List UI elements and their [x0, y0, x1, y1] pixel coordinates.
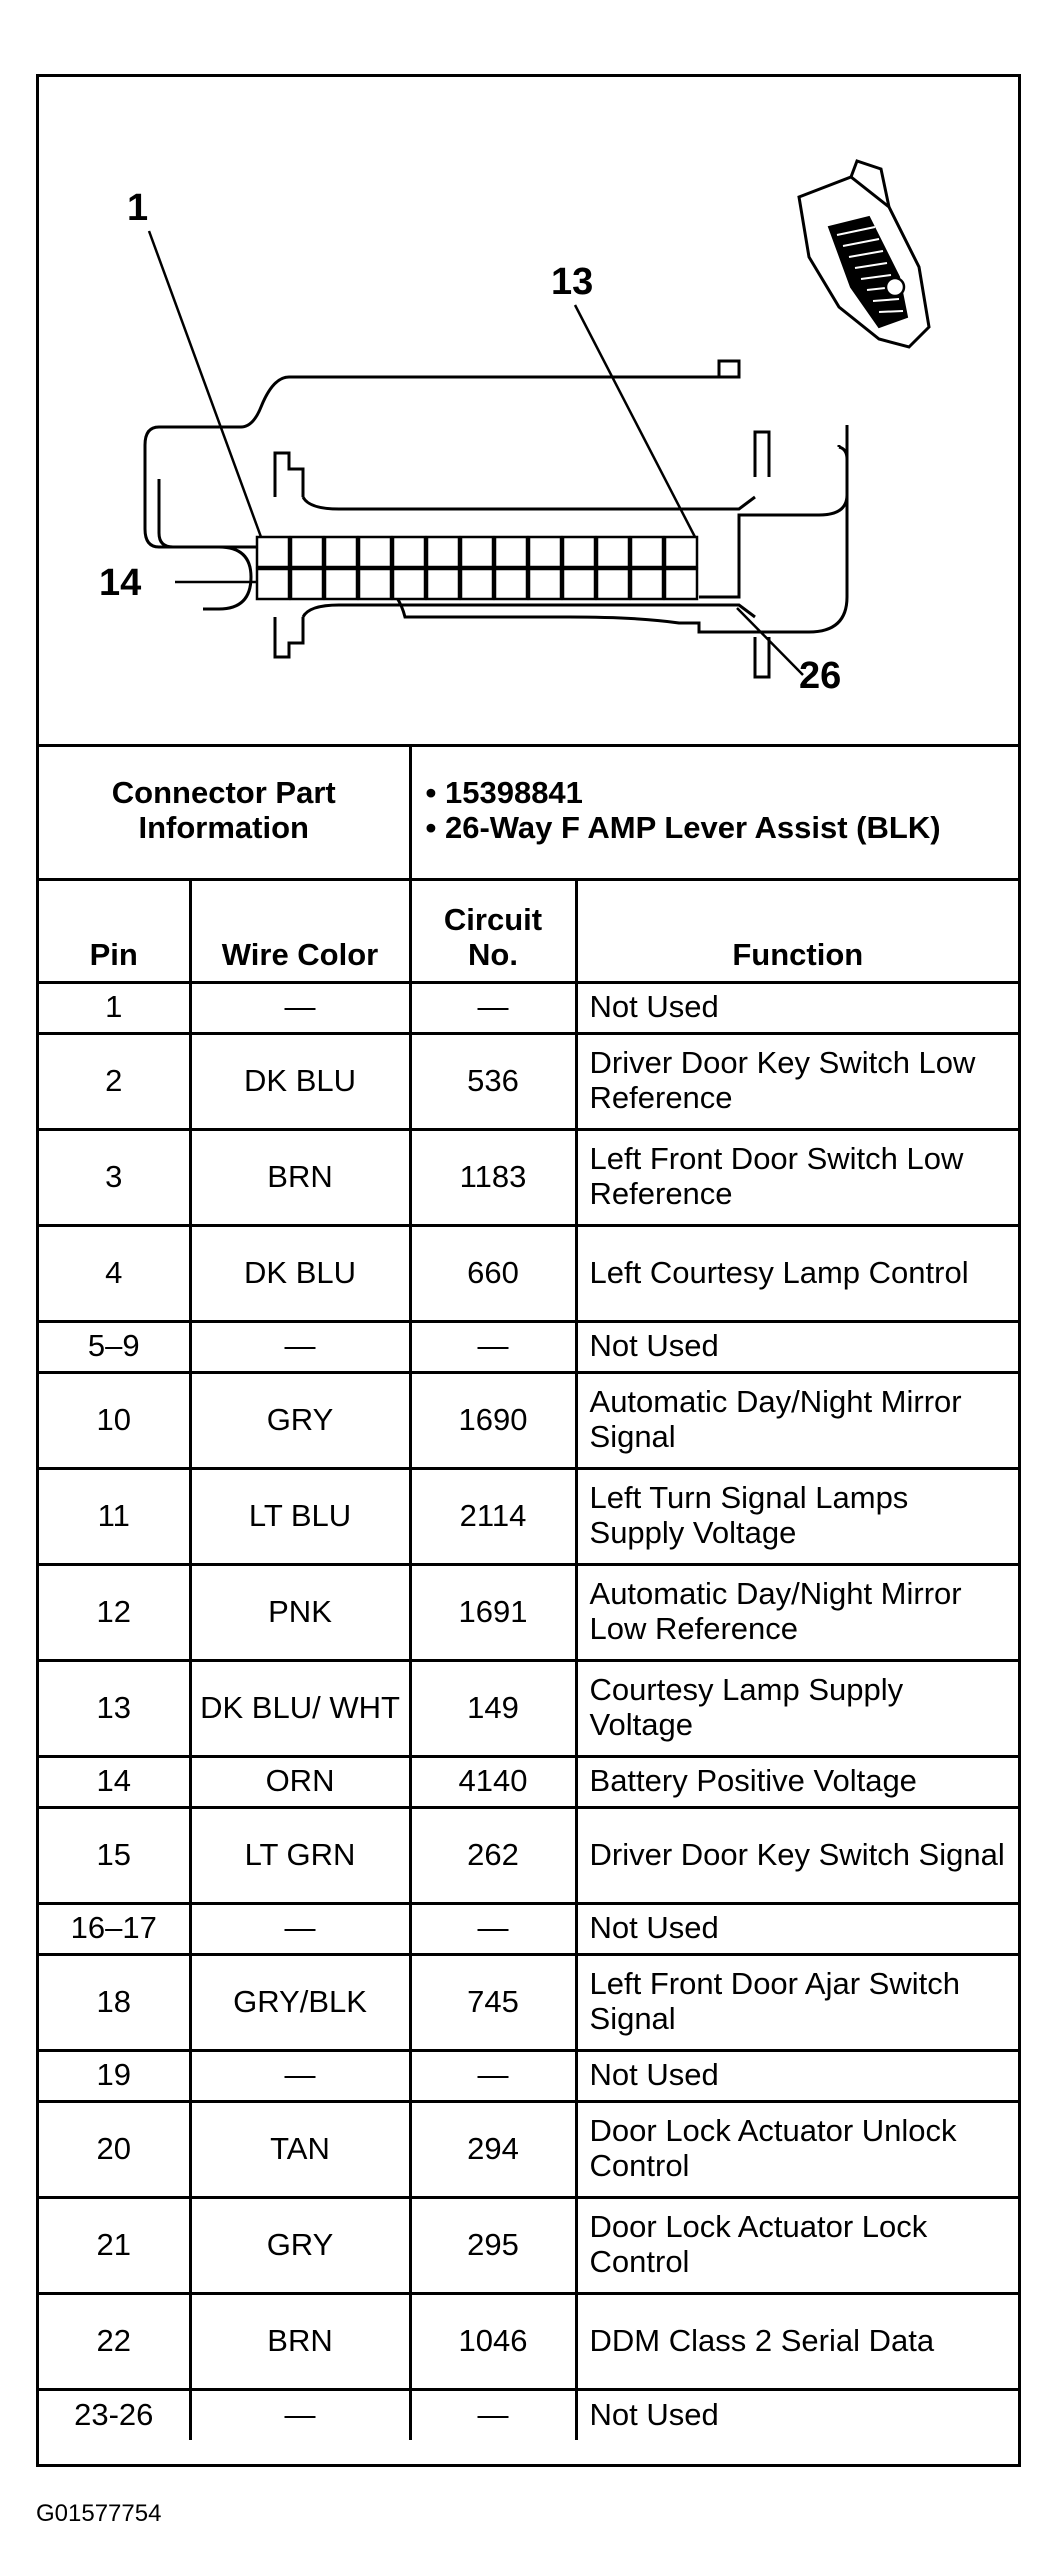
pin-cell: 11	[39, 1468, 190, 1564]
circuit-cell: 1691	[410, 1564, 576, 1660]
function-cell: Left Turn Signal Lamps Supply Voltage	[576, 1468, 1018, 1564]
table-row	[39, 1225, 1018, 1321]
wire-color-cell: DK BLU/ WHT	[190, 1660, 410, 1756]
wire-color-cell: PNK	[190, 1564, 410, 1660]
function-cell: DDM Class 2 Serial Data	[576, 2293, 1018, 2389]
table-row	[39, 982, 1018, 1033]
pin-cavity	[359, 569, 391, 599]
part-number: • 15398841	[425, 775, 583, 811]
wire-color-cell: GRY/BLK	[190, 1954, 410, 2050]
pin-cell: 14	[39, 1756, 190, 1807]
pin-cavity	[427, 537, 459, 567]
pin-cell: 19	[39, 2050, 190, 2101]
table-row	[39, 1129, 1018, 1225]
pin-cell: 5–9	[39, 1321, 190, 1372]
pin-cavity	[563, 537, 595, 567]
pin-cavity	[359, 537, 391, 567]
wire-color-cell: —	[190, 2050, 410, 2101]
pin-cell: 18	[39, 1954, 190, 2050]
pin-cell: 22	[39, 2293, 190, 2389]
connector-body-outline	[159, 425, 847, 632]
function-cell: Not Used	[576, 1321, 1018, 1372]
table-row	[39, 1903, 1018, 1954]
pin-cavity	[563, 569, 595, 599]
wire-color-cell: GRY	[190, 1372, 410, 1468]
pin-cavity	[665, 537, 697, 567]
function-cell: Left Front Door Switch Low Reference	[576, 1129, 1018, 1225]
function-cell: Battery Positive Voltage	[576, 1756, 1018, 1807]
pin-cavity	[291, 537, 323, 567]
circuit-cell: 660	[410, 1225, 576, 1321]
leader-lines	[149, 231, 803, 675]
pin-cell: 20	[39, 2101, 190, 2197]
connector-drawing	[39, 77, 1018, 744]
pin-cavity	[291, 569, 323, 599]
circuit-cell: —	[410, 2050, 576, 2101]
housing-top-edge	[303, 497, 755, 509]
circuit-cell: 295	[410, 2197, 576, 2293]
function-cell: Left Courtesy Lamp Control	[576, 1225, 1018, 1321]
wire-color-cell: DK BLU	[190, 1225, 410, 1321]
pin-cavity	[325, 537, 357, 567]
wire-color-cell: —	[190, 2389, 410, 2440]
wire-color-cell: GRY	[190, 2197, 410, 2293]
leader-pin-13	[575, 305, 695, 537]
connector-thumbnail	[799, 161, 929, 347]
wire-color-cell: TAN	[190, 2101, 410, 2197]
wire-color-cell: BRN	[190, 1129, 410, 1225]
pin-cell: 1	[39, 982, 190, 1033]
latch-tab-bottom-left	[275, 617, 303, 657]
table-row	[39, 2101, 1018, 2197]
pin-cell: 13	[39, 1660, 190, 1756]
leader-pin-1	[149, 231, 261, 537]
pin-cavity	[529, 537, 561, 567]
function-cell: Door Lock Actuator Lock Control	[576, 2197, 1018, 2293]
pin-cavity	[597, 537, 629, 567]
connector-sheet	[36, 74, 1021, 2467]
connector-diagram	[39, 77, 1018, 747]
callout-pin-1: 1	[127, 187, 149, 229]
table-row	[39, 2389, 1018, 2440]
table-row	[39, 2293, 1018, 2389]
wire-color-cell: —	[190, 982, 410, 1033]
circuit-cell: —	[410, 982, 576, 1033]
circuit-cell: —	[410, 1321, 576, 1372]
pin-cavity	[427, 569, 459, 599]
connector-info-details	[410, 744, 1018, 879]
circuit-cell: 745	[410, 1954, 576, 2050]
pin-cell: 10	[39, 1372, 190, 1468]
table-row	[39, 1660, 1018, 1756]
pin-cell: 16–17	[39, 1903, 190, 1954]
wire-color-cell: —	[190, 1321, 410, 1372]
latch-tab-top-right	[755, 432, 769, 477]
function-cell: Automatic Day/Night Mirror Low Reference	[576, 1564, 1018, 1660]
pin-cavity	[631, 569, 663, 599]
pin-cavity	[495, 537, 527, 567]
circuit-cell: 1690	[410, 1372, 576, 1468]
pin-cell: 4	[39, 1225, 190, 1321]
callout-pin-26: 26	[799, 655, 842, 697]
circuit-cell: 149	[410, 1660, 576, 1756]
function-cell: Driver Door Key Switch Low Reference	[576, 1033, 1018, 1129]
connector-info-row	[39, 744, 1018, 879]
function-cell: Courtesy Lamp Supply Voltage	[576, 1660, 1018, 1756]
pin-grid	[257, 537, 697, 599]
function-cell: Not Used	[576, 2050, 1018, 2101]
circuit-cell: 1183	[410, 1129, 576, 1225]
function-cell: Not Used	[576, 1903, 1018, 1954]
table-row	[39, 1564, 1018, 1660]
header-wire-color: Wire Color	[190, 879, 410, 982]
housing-bottom-edge	[303, 605, 755, 617]
function-cell: Driver Door Key Switch Signal	[576, 1807, 1018, 1903]
pin-cell: 3	[39, 1129, 190, 1225]
table-row	[39, 1756, 1018, 1807]
pin-cavity	[257, 537, 289, 567]
circuit-cell: 262	[410, 1807, 576, 1903]
pin-cavity	[529, 569, 561, 599]
function-cell: Left Front Door Ajar Switch Signal	[576, 1954, 1018, 2050]
pin-cell: 23-26	[39, 2389, 190, 2440]
wire-color-cell: DK BLU	[190, 1033, 410, 1129]
pin-cavity	[393, 569, 425, 599]
wire-color-cell: LT GRN	[190, 1807, 410, 1903]
wire-color-cell: ORN	[190, 1756, 410, 1807]
wire-color-cell: LT BLU	[190, 1468, 410, 1564]
latch-tab-top-left	[275, 453, 303, 497]
pin-cavity	[597, 569, 629, 599]
header-function: Function	[576, 879, 1018, 982]
function-cell: Not Used	[576, 2389, 1018, 2440]
table-row	[39, 1807, 1018, 1903]
circuit-cell: 536	[410, 1033, 576, 1129]
function-cell: Not Used	[576, 982, 1018, 1033]
connector-info-label: Connector Part Information	[39, 744, 410, 879]
pin-cell: 2	[39, 1033, 190, 1129]
thumbnail-pin-line	[879, 311, 903, 312]
table-row	[39, 2050, 1018, 2101]
table-row	[39, 1468, 1018, 1564]
function-cell: Automatic Day/Night Mirror Signal	[576, 1372, 1018, 1468]
latch-tab-bottom-right	[755, 637, 769, 677]
header-circuit-no: Circuit No.	[410, 879, 576, 982]
figure-code: G01577754	[36, 2500, 162, 2527]
pin-cavity	[665, 569, 697, 599]
table-row	[39, 1372, 1018, 1468]
pin-cell: 15	[39, 1807, 190, 1903]
pin-cell: 21	[39, 2197, 190, 2293]
wire-color-cell: —	[190, 1903, 410, 1954]
table-row	[39, 1954, 1018, 2050]
function-cell: Door Lock Actuator Unlock Control	[576, 2101, 1018, 2197]
circuit-cell: 4140	[410, 1756, 576, 1807]
pin-cavity	[393, 537, 425, 567]
pin-cavity	[257, 569, 289, 599]
circuit-cell: 294	[410, 2101, 576, 2197]
circuit-cell: —	[410, 1903, 576, 1954]
callout-pin-14: 14	[99, 562, 142, 604]
pin-cavity	[495, 569, 527, 599]
circuit-cell: 1046	[410, 2293, 576, 2389]
pin-cavity	[461, 537, 493, 567]
circuit-cell: 2114	[410, 1468, 576, 1564]
table-header-row	[39, 879, 1018, 982]
table-row	[39, 1033, 1018, 1129]
pinout-table	[39, 744, 1018, 2440]
table-row	[39, 2197, 1018, 2293]
header-pin: Pin	[39, 879, 190, 982]
pin-cavity	[631, 537, 663, 567]
thumbnail-pivot	[886, 278, 904, 296]
wire-color-cell: BRN	[190, 2293, 410, 2389]
pin-cavity	[461, 569, 493, 599]
connector-type: • 26-Way F AMP Lever Assist (BLK)	[425, 809, 941, 845]
callout-pin-13: 13	[551, 261, 594, 303]
pin-cavity	[325, 569, 357, 599]
pin-cell: 12	[39, 1564, 190, 1660]
circuit-cell: —	[410, 2389, 576, 2440]
table-row	[39, 1321, 1018, 1372]
